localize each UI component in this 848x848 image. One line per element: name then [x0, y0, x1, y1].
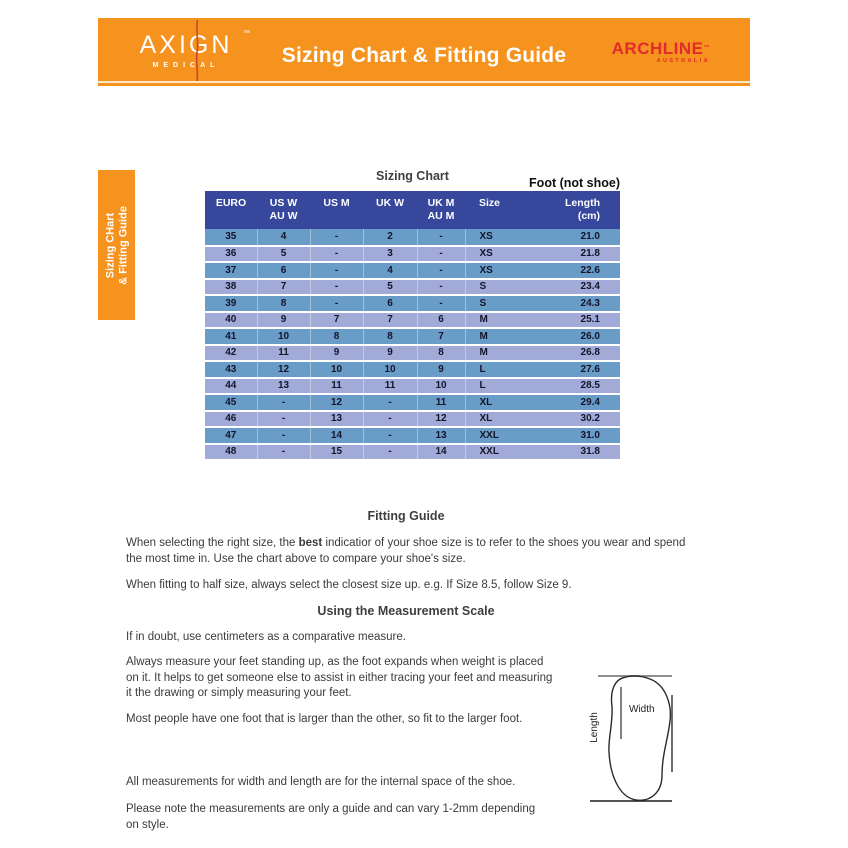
- axign-sub-text: MEDICAL: [152, 62, 220, 69]
- measurement-paragraph-4: All measurements for width and length are for the internal space of the shoe.: [126, 776, 516, 788]
- table-cell: 12: [257, 361, 310, 378]
- axign-trademark: ™: [243, 30, 250, 37]
- header-line2: AU W: [269, 210, 298, 222]
- table-row: [205, 295, 620, 312]
- table-cell: 6: [363, 295, 417, 312]
- table-row: [205, 229, 620, 246]
- table-row: [205, 411, 620, 428]
- table-cell: 15: [310, 444, 363, 461]
- table-cell: -: [417, 246, 465, 263]
- table-cell: -: [257, 394, 310, 411]
- paragraph-line: on style.: [126, 818, 169, 831]
- table-cell: 25.1: [580, 314, 600, 326]
- table-cell: -: [417, 229, 465, 246]
- archline-logo: [600, 40, 710, 64]
- text-run-bold: best: [298, 537, 323, 549]
- table-cell: 43: [205, 361, 257, 378]
- sizing-chart-title: Sizing Chart: [376, 169, 449, 183]
- header-line1: UK M: [427, 197, 455, 209]
- table-cell: 14: [310, 427, 363, 444]
- column-header-usm: [310, 191, 363, 229]
- table-cell: 8: [417, 345, 465, 362]
- table-row: [205, 246, 620, 263]
- table-cell: 4: [257, 229, 310, 246]
- table-cell: 10: [257, 328, 310, 345]
- measurement-paragraph-5: [126, 802, 574, 833]
- header-line2: AU M: [427, 210, 455, 222]
- table-cell: 6: [257, 262, 310, 279]
- table-cell: 38: [205, 279, 257, 296]
- column-header-ukw: [363, 191, 417, 229]
- table-cell: 37: [205, 262, 257, 279]
- header-line1: Length: [565, 197, 600, 209]
- table-cell: 5: [363, 279, 417, 296]
- table-cell: 13: [310, 411, 363, 428]
- table-cell: -: [363, 427, 417, 444]
- header-line2: [479, 210, 540, 223]
- table-cell: XL: [479, 396, 493, 408]
- table-cell: -: [417, 279, 465, 296]
- measurement-paragraph-1: If in doubt, use centimeters as a comparative measure.: [126, 631, 406, 643]
- table-cell: 47: [205, 427, 257, 444]
- table-cell: 48: [205, 444, 257, 461]
- page-title: Sizing Chart & Fitting Guide: [281, 44, 567, 67]
- archline-brand-text: [600, 40, 710, 57]
- side-tab: [98, 170, 135, 320]
- table-row: [205, 262, 620, 279]
- paragraph-line: on it. It helps to get someone else to assist in either tracing your feet and measuring: [126, 671, 553, 684]
- table-cell: -: [310, 246, 363, 263]
- header-line2: [363, 210, 417, 223]
- table-cell: XS: [479, 264, 493, 276]
- table-cell: -: [310, 295, 363, 312]
- table-cell: S: [479, 297, 487, 309]
- table-cell: 4: [363, 262, 417, 279]
- table-cell: -: [310, 279, 363, 296]
- table-cell: 30.2: [580, 413, 600, 425]
- table-row: [205, 328, 620, 345]
- table-cell: M: [479, 330, 488, 342]
- table-cell: 8: [310, 328, 363, 345]
- foot-measurement-diagram: [588, 655, 693, 815]
- paragraph-line: it the drawing or simply measuring your feet.: [126, 687, 352, 699]
- table-row: [205, 444, 620, 461]
- header-line2: [310, 210, 363, 223]
- table-cell: 46: [205, 411, 257, 428]
- table-cell: 3: [363, 246, 417, 263]
- table-cell: 11: [417, 394, 465, 411]
- table-cell: -: [363, 411, 417, 428]
- table-cell: XS: [479, 248, 493, 260]
- table-cell: 13: [257, 378, 310, 395]
- table-header-row: [205, 191, 620, 229]
- table-cell: -: [310, 229, 363, 246]
- table-cell: L: [479, 363, 486, 375]
- table-cell: 23.4: [580, 281, 600, 293]
- table-cell: -: [417, 262, 465, 279]
- table-cell: -: [257, 444, 310, 461]
- table-cell: 13: [417, 427, 465, 444]
- table-cell: 14: [417, 444, 465, 461]
- table-cell: S: [479, 281, 487, 293]
- fitting-guide-paragraph-2: When fitting to half size, always select the closest size up. e.g. If Size 8.5, follow Size 9.: [126, 579, 572, 591]
- header-banner: [98, 18, 750, 81]
- side-tab-line2: & Fitting Guide: [116, 205, 129, 285]
- table-cell: 21.8: [580, 248, 600, 260]
- sizing-table: [205, 191, 620, 461]
- fitting-guide-heading: Fitting Guide: [367, 509, 445, 523]
- table-cell: 27.6: [580, 363, 600, 375]
- column-header-size: [465, 191, 540, 229]
- table-cell: -: [417, 295, 465, 312]
- table-cell: XL: [479, 413, 493, 425]
- paragraph-line: the most time in. Use the chart above to compare your shoe's size.: [126, 552, 466, 565]
- axign-brand-text: AXIGN: [139, 31, 233, 59]
- column-header-euro: [205, 191, 257, 229]
- table-cell: 11: [257, 345, 310, 362]
- table-cell: 29.4: [580, 396, 600, 408]
- header-line1: US W: [269, 197, 298, 209]
- table-cell: 31.0: [580, 429, 600, 441]
- table-row: [205, 361, 620, 378]
- table-cell: XXL: [479, 446, 499, 458]
- header-line1: EURO: [215, 197, 247, 209]
- table-cell: 9: [310, 345, 363, 362]
- paragraph-line: [126, 536, 720, 552]
- table-cell: 39: [205, 295, 257, 312]
- table-cell: 8: [257, 295, 310, 312]
- table-cell: 31.8: [580, 446, 600, 458]
- table-cell: 7: [363, 312, 417, 329]
- measurement-scale-heading: Using the Measurement Scale: [317, 604, 495, 618]
- table-cell: 7: [257, 279, 310, 296]
- table-cell: 26.0: [580, 330, 600, 342]
- table-cell: 24.3: [580, 297, 600, 309]
- table-row: [205, 378, 620, 395]
- table-cell: 28.5: [580, 380, 600, 392]
- table-cell: M: [479, 314, 488, 326]
- measurement-paragraph-2: [126, 655, 574, 702]
- table-cell: 7: [310, 312, 363, 329]
- side-tab-label: [98, 170, 135, 320]
- table-cell: 2: [363, 229, 417, 246]
- table-cell: 7: [417, 328, 465, 345]
- length-label: Length: [588, 712, 600, 743]
- measurement-paragraph-3: Most people have one foot that is larger than the other, so fit to the larger foot.: [126, 713, 523, 725]
- header-line1: Size: [479, 197, 501, 209]
- table-cell: M: [479, 347, 488, 359]
- fitting-guide-paragraph-1: [126, 536, 720, 567]
- table-cell: 9: [363, 345, 417, 362]
- table-cell: 5: [257, 246, 310, 263]
- header-line1: UK W: [376, 197, 404, 209]
- table-cell: 8: [363, 328, 417, 345]
- table-cell: 9: [417, 361, 465, 378]
- header-line2: (cm): [577, 210, 600, 222]
- foot-not-shoe-label: Foot (not shoe): [529, 176, 620, 190]
- banner-bottom-stripe: [98, 83, 750, 86]
- side-tab-line1: Sizing CHart: [103, 212, 116, 278]
- table-cell: 41: [205, 328, 257, 345]
- table-cell: 35: [205, 229, 257, 246]
- table-cell: 21.0: [580, 231, 600, 243]
- table-cell: 42: [205, 345, 257, 362]
- table-row: [205, 312, 620, 329]
- table-row: [205, 427, 620, 444]
- table-cell: XXL: [479, 429, 499, 441]
- table-cell: 26.8: [580, 347, 600, 359]
- column-header-ukm-aum: [417, 191, 465, 229]
- paragraph-line: Please note the measurements are only a guide and can vary 1-2mm depending: [126, 803, 536, 815]
- header-line2: [205, 210, 257, 223]
- foot-outline-icon: [588, 655, 693, 815]
- paragraph-line: Always measure your feet standing up, as the foot expands when weight is placed: [126, 656, 544, 668]
- text-run: indicatior of your shoe size is to refer to the shoes you wear and spend: [322, 537, 686, 549]
- table-cell: 45: [205, 394, 257, 411]
- archline-brand: ARCHLINE: [611, 39, 704, 58]
- table-cell: -: [310, 262, 363, 279]
- table-cell: L: [479, 380, 486, 392]
- header-line1: US M: [323, 197, 350, 209]
- table-cell: XS: [479, 231, 493, 243]
- table-cell: -: [363, 394, 417, 411]
- table-cell: 40: [205, 312, 257, 329]
- column-header-length-cm: [540, 191, 620, 229]
- table-cell: -: [363, 444, 417, 461]
- table-row: [205, 345, 620, 362]
- table-cell: 10: [417, 378, 465, 395]
- archline-sub-text: AUSTRALIA: [656, 58, 710, 64]
- table-cell: 6: [417, 312, 465, 329]
- table-cell: 12: [310, 394, 363, 411]
- sizing-table-body: [205, 229, 620, 460]
- table-cell: 9: [257, 312, 310, 329]
- table-cell: 44: [205, 378, 257, 395]
- table-cell: -: [257, 427, 310, 444]
- width-label: Width: [629, 704, 655, 715]
- table-row: [205, 279, 620, 296]
- table-cell: -: [257, 411, 310, 428]
- table-cell: 12: [417, 411, 465, 428]
- table-cell: 11: [363, 378, 417, 395]
- archline-trademark: ™: [703, 45, 710, 51]
- table-cell: 10: [363, 361, 417, 378]
- text-run: When selecting the right size, the: [126, 537, 299, 549]
- table-cell: 22.6: [580, 264, 600, 276]
- table-row: [205, 394, 620, 411]
- table-cell: 11: [310, 378, 363, 395]
- column-header-usw-auw: [257, 191, 310, 229]
- table-cell: 36: [205, 246, 257, 263]
- table-cell: 10: [310, 361, 363, 378]
